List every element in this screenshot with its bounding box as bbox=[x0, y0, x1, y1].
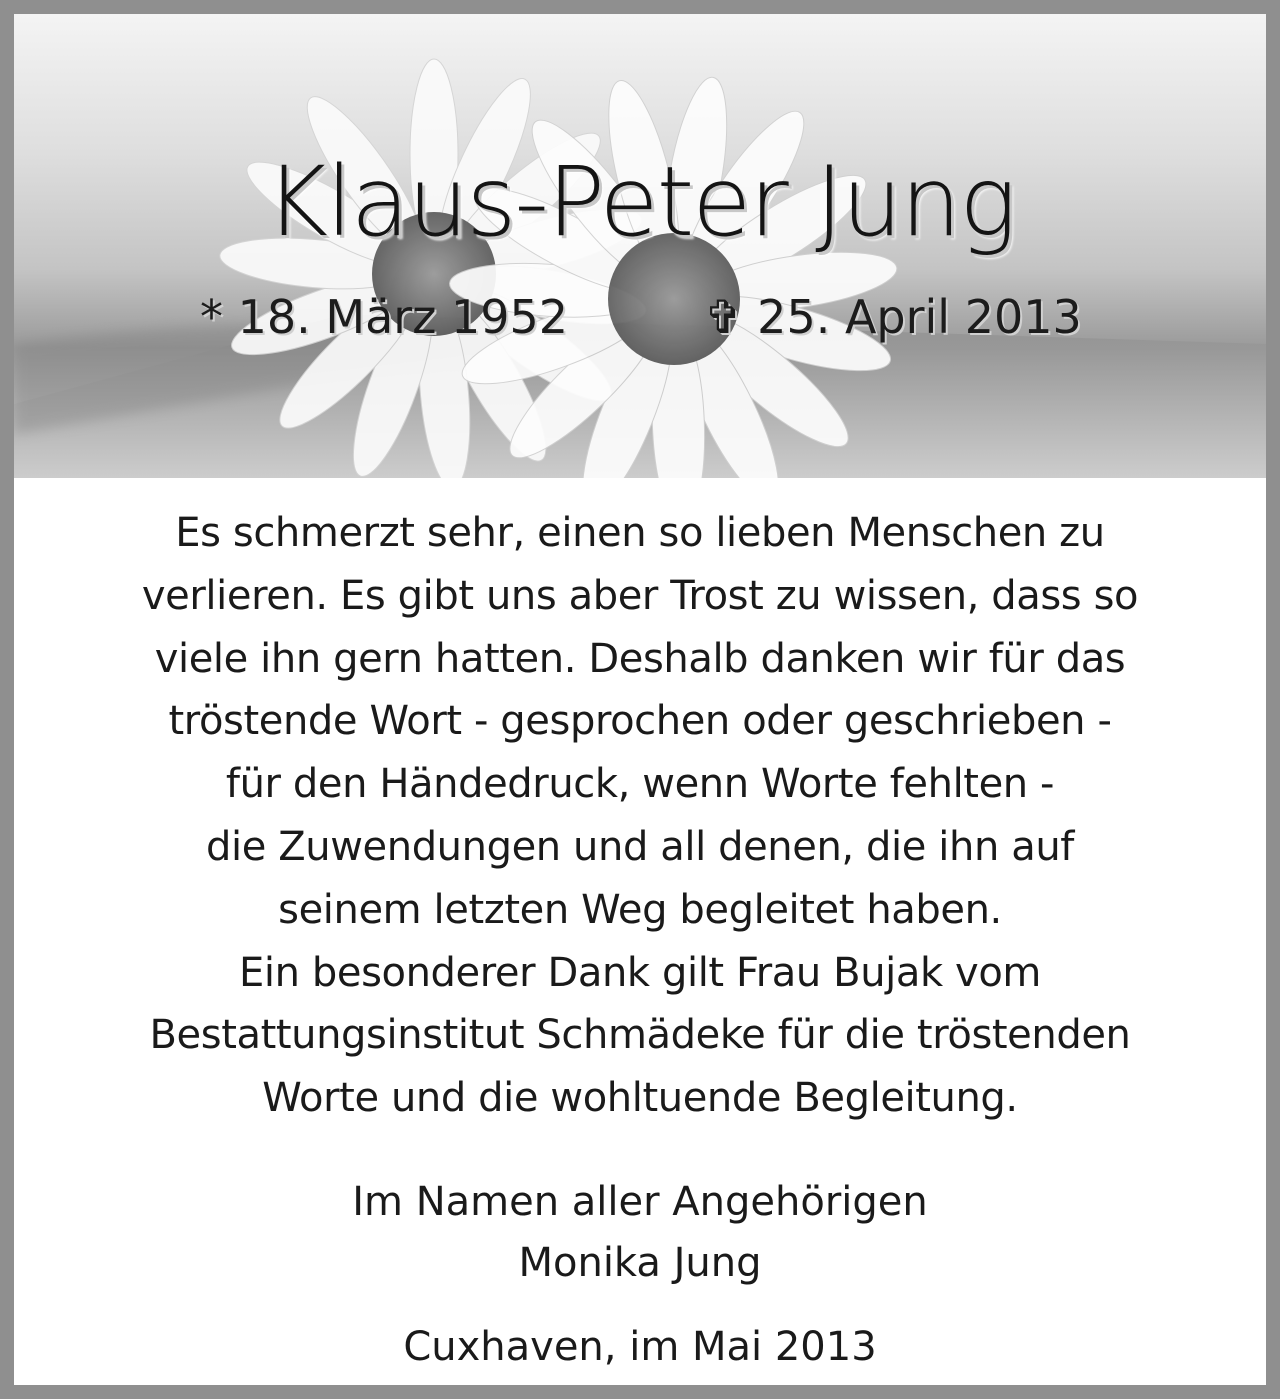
birth-date: * 18. März 1952 bbox=[200, 290, 569, 344]
death-date: 25. April 2013 bbox=[757, 290, 1082, 344]
deceased-name: Klaus-Peter Jung bbox=[265, 146, 1015, 258]
place-date: Cuxhaven, im Mai 2013 bbox=[403, 1324, 877, 1370]
signature-block bbox=[14, 1172, 1266, 1294]
death-date-group bbox=[704, 290, 1082, 344]
text-line: Worte und die wohltuende Begleitung. bbox=[262, 1075, 1018, 1122]
signatory-name: Monika Jung bbox=[518, 1240, 762, 1286]
text-line: die Zuwendungen und all denen, die ihn auf bbox=[206, 823, 1074, 870]
signature-intro: Im Namen aller Angehörigen bbox=[352, 1179, 928, 1225]
text-line: verlieren. Es gibt uns aber Trost zu wissen, dass so bbox=[141, 572, 1139, 619]
text-line: Ein besonderer Dank gilt Frau Bujak vom bbox=[239, 949, 1041, 996]
text-line: seinem letzten Weg begleitet haben. bbox=[278, 886, 1002, 933]
text-line: für den Händedruck, wenn Worte fehlten - bbox=[225, 761, 1055, 808]
header-photo bbox=[14, 14, 1266, 478]
text-line: viele ihn gern hatten. Deshalb danken wir für das bbox=[154, 635, 1126, 682]
text-line: Es schmerzt sehr, einen so lieben Menschen zu bbox=[175, 510, 1105, 556]
text-line: tröstende Wort - gesprochen oder geschrieben - bbox=[168, 698, 1112, 745]
thank-you-text bbox=[14, 502, 1266, 1130]
text-line: Bestattungsinstitut Schmädeke für die tröstenden bbox=[149, 1012, 1131, 1059]
cross-icon: ✞ bbox=[704, 290, 743, 344]
